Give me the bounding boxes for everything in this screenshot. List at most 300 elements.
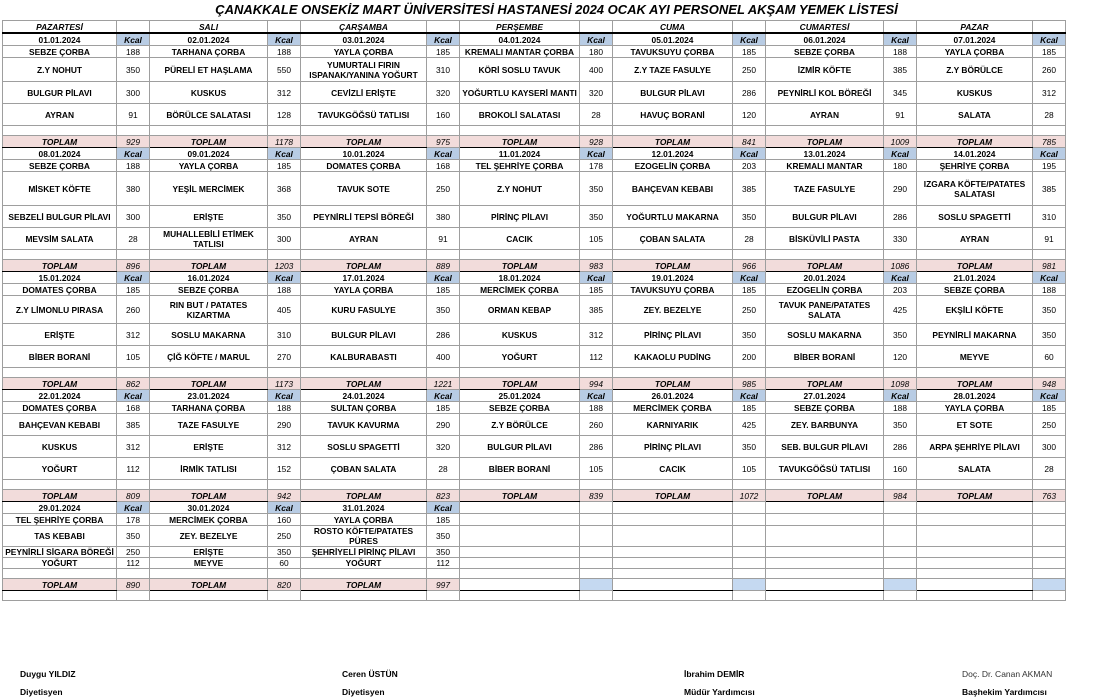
total-value: 928 [580,136,613,148]
dish-name: YOĞURT [301,558,427,569]
dish-kcal: 300 [117,82,150,104]
dish-row [3,547,1066,558]
dish-kcal: 350 [884,324,917,346]
dish-kcal: 112 [580,346,613,368]
total-value: 1009 [884,136,917,148]
kcal-header: Kcal [884,390,917,402]
dish-name: ET SOTE [917,414,1033,436]
total-value: 841 [733,136,766,148]
empty-cell [917,569,1033,579]
empty-cell [301,368,427,378]
dish-kcal [580,547,613,558]
dish-name: SULTAN ÇORBA [301,402,427,414]
dish-name: SOSLU SPAGETTİ [917,206,1033,228]
dish-kcal: 350 [884,414,917,436]
kcal-header: Kcal [117,502,150,514]
empty-cell [150,126,268,136]
dish-name: AYRAN [301,228,427,250]
empty-cell [917,591,1033,601]
day-header: SALI [150,21,268,34]
dish-row [3,414,1066,436]
dish-kcal [884,514,917,526]
dish-name: YOĞURTLU MAKARNA [613,206,733,228]
dish-name: ŞEHRİYELİ PİRİNÇ PİLAVI [301,547,427,558]
dish-name: BULGUR PİLAVI [301,324,427,346]
kcal-header: Kcal [117,148,150,160]
dish-name: YAYLA ÇORBA [301,514,427,526]
total-label: TOPLAM [766,260,884,272]
dish-name: DOMATES ÇORBA [3,284,117,296]
empty-cell [117,368,150,378]
empty-cell [117,480,150,490]
dish-kcal [733,526,766,547]
dish-kcal: 312 [117,324,150,346]
empty-cell [917,250,1033,260]
empty-cell [301,480,427,490]
dish-kcal: 425 [884,296,917,324]
signature-name-4: Doç. Dr. Canan AKMAN [962,669,1053,679]
dish-kcal: 320 [427,436,460,458]
kcal-header [884,502,917,514]
empty-cell [117,591,150,601]
dish-name: Z.Y NOHUT [3,58,117,82]
dish-name: SEBZELİ BULGUR PİLAVI [3,206,117,228]
total-value: 1221 [427,378,460,390]
empty-cell [766,250,884,260]
total-value: 763 [1033,490,1066,502]
dish-kcal: 350 [268,547,301,558]
date-cell: 04.01.2024 [460,33,580,46]
dish-name: YOĞURT [460,346,580,368]
dish-row [3,526,1066,547]
total-label: TOPLAM [150,136,268,148]
dish-kcal: 105 [733,458,766,480]
dish-kcal [580,558,613,569]
dish-kcal: 60 [268,558,301,569]
dish-name: BÖRÜLCE SALATASI [150,104,268,126]
dish-name [460,547,580,558]
dish-name [460,514,580,526]
dish-name: BİBER BORANİ [3,346,117,368]
dish-name: Z.Y NOHUT [460,172,580,206]
dish-name: ZEY. BARBUNYA [766,414,884,436]
total-label: TOPLAM [3,490,117,502]
dish-name: TAS KEBABI [3,526,117,547]
empty-cell [301,591,427,601]
dish-name: SEBZE ÇORBA [3,160,117,172]
kcal-header: Kcal [1033,33,1066,46]
empty-cell [580,480,613,490]
dish-kcal: 330 [884,228,917,250]
dish-name: PÜRELİ ET HAŞLAMA [150,58,268,82]
empty-cell [733,569,766,579]
dish-kcal: 350 [1033,324,1066,346]
dish-row [3,324,1066,346]
dish-name: BULGUR PİLAVI [613,82,733,104]
dish-name: SEBZE ÇORBA [150,284,268,296]
date-cell: 24.01.2024 [301,390,427,402]
date-cell: 05.01.2024 [613,33,733,46]
dish-kcal: 180 [884,160,917,172]
total-value: 1173 [268,378,301,390]
dish-row [3,514,1066,526]
dish-name: PİRİNÇ PİLAVI [613,436,733,458]
dish-name: PEYNİRLİ TEPSİ BÖREĞİ [301,206,427,228]
date-cell: 08.01.2024 [3,148,117,160]
dish-name: BİBER BORANİ [766,346,884,368]
date-cell: 14.01.2024 [917,148,1033,160]
day-header-spacer [268,21,301,34]
total-label: TOPLAM [150,260,268,272]
dish-name: EZOGELİN ÇORBA [613,160,733,172]
dish-name: SEBZE ÇORBA [917,284,1033,296]
empty-cell [1033,126,1066,136]
spacer-row [3,591,1066,601]
total-value: 820 [268,579,301,591]
day-header-spacer [580,21,613,34]
dish-name: SEBZE ÇORBA [460,402,580,414]
total-value: 929 [117,136,150,148]
dish-kcal: 350 [580,206,613,228]
dish-kcal [1033,558,1066,569]
empty-cell [733,368,766,378]
date-cell: 30.01.2024 [150,502,268,514]
dish-kcal: 28 [117,228,150,250]
dish-name: BROKOLİ SALATASI [460,104,580,126]
date-row [3,272,1066,284]
dish-kcal: 185 [1033,402,1066,414]
dish-kcal: 203 [733,160,766,172]
total-value: 981 [1033,260,1066,272]
date-cell: 17.01.2024 [301,272,427,284]
kcal-header: Kcal [580,272,613,284]
empty-cell [1033,368,1066,378]
dish-name: KALBURABASTI [301,346,427,368]
dish-kcal: 105 [580,228,613,250]
date-row [3,33,1066,46]
dish-name: SALATA [917,104,1033,126]
dish-row [3,558,1066,569]
dish-name [766,514,884,526]
dish-kcal: 350 [268,206,301,228]
dish-name: TAVUK SOTE [301,172,427,206]
dish-kcal: 160 [427,104,460,126]
dish-kcal: 203 [884,284,917,296]
date-cell: 27.01.2024 [766,390,884,402]
dish-kcal [1033,547,1066,558]
total-label: TOPLAM [3,136,117,148]
dish-name: AYRAN [917,228,1033,250]
dish-name: YOĞURT [3,458,117,480]
total-value: 975 [427,136,460,148]
dish-kcal: 28 [427,458,460,480]
dish-kcal: 350 [117,58,150,82]
dish-name: SEB. BULGUR PİLAVI [766,436,884,458]
dish-name: ARPA ŞEHRİYE PİLAVI [917,436,1033,458]
date-cell: 07.01.2024 [917,33,1033,46]
dish-name: BİSKÜVİLİ PASTA [766,228,884,250]
dish-name: YAYLA ÇORBA [917,402,1033,414]
empty-cell [301,126,427,136]
dish-name: KUSKUS [150,82,268,104]
dish-kcal: 312 [117,436,150,458]
dish-name: EKŞİLİ KÖFTE [917,296,1033,324]
dish-name: MEYVE [150,558,268,569]
total-label: TOPLAM [766,490,884,502]
dish-kcal: 368 [268,172,301,206]
dish-kcal: 112 [117,458,150,480]
total-label: TOPLAM [917,260,1033,272]
dish-kcal: 105 [117,346,150,368]
date-cell: 22.01.2024 [3,390,117,402]
total-label: TOPLAM [150,490,268,502]
total-label: TOPLAM [613,260,733,272]
dish-name: TAVUKGÖĞSÜ TATLISI [301,104,427,126]
dish-name: YAYLA ÇORBA [917,46,1033,58]
date-cell: 20.01.2024 [766,272,884,284]
dish-name: KREMALI MANTAR ÇORBA [460,46,580,58]
dish-kcal: 188 [268,284,301,296]
total-value: 1098 [884,378,917,390]
kcal-header: Kcal [117,33,150,46]
dish-name: DOMATES ÇORBA [3,402,117,414]
dish-kcal: 188 [117,46,150,58]
kcal-header [733,502,766,514]
dish-kcal: 160 [268,514,301,526]
dish-name: AYRAN [3,104,117,126]
kcal-header: Kcal [117,390,150,402]
dish-kcal: 385 [884,58,917,82]
dish-name [766,547,884,558]
empty-cell [301,569,427,579]
dish-name: MUHALLEBİLİ ETİMEK TATLISI [150,228,268,250]
dish-kcal: 350 [733,324,766,346]
dish-kcal: 260 [580,414,613,436]
total-label [613,579,733,591]
empty-cell [460,591,580,601]
dish-kcal: 260 [1033,58,1066,82]
dish-name: DOMATES ÇORBA [301,160,427,172]
dish-kcal: 350 [580,172,613,206]
kcal-header: Kcal [884,272,917,284]
dish-row [3,58,1066,82]
day-header-spacer [884,21,917,34]
empty-cell [427,126,460,136]
empty-cell [733,250,766,260]
date-cell: 25.01.2024 [460,390,580,402]
kcal-header: Kcal [580,33,613,46]
empty-cell [580,569,613,579]
signature-name-1: Duygu YILDIZ [20,669,76,679]
dish-kcal: 350 [733,436,766,458]
dish-kcal: 310 [268,324,301,346]
dish-name: PİRİNÇ PİLAVI [613,324,733,346]
day-header-spacer [117,21,150,34]
empty-cell [884,126,917,136]
kcal-header: Kcal [268,502,301,514]
empty-cell [1033,591,1066,601]
dish-name: ERİŞTE [150,436,268,458]
date-row [3,148,1066,160]
dish-row [3,82,1066,104]
total-label: TOPLAM [3,579,117,591]
total-label: TOPLAM [766,378,884,390]
dish-name: EZOGELİN ÇORBA [766,284,884,296]
dish-kcal [884,547,917,558]
dish-name: TARHANA ÇORBA [150,46,268,58]
dish-kcal: 188 [884,46,917,58]
dish-kcal: 188 [884,402,917,414]
dish-kcal: 185 [1033,46,1066,58]
dish-kcal: 385 [733,172,766,206]
empty-cell [460,126,580,136]
empty-cell [1033,250,1066,260]
kcal-header: Kcal [268,390,301,402]
dish-name [613,547,733,558]
dish-name: KÖRİ SOSLU TAVUK [460,58,580,82]
empty-cell [917,126,1033,136]
empty-cell [3,126,117,136]
empty-cell [150,569,268,579]
dish-kcal: 350 [427,296,460,324]
empty-cell [580,591,613,601]
dish-kcal: 91 [427,228,460,250]
dish-name: YEŞİL MERCİMEK [150,172,268,206]
dish-name: MEYVE [917,346,1033,368]
dish-kcal: 260 [117,296,150,324]
dish-name [613,514,733,526]
dish-kcal: 405 [268,296,301,324]
dish-kcal: 385 [117,414,150,436]
dish-kcal: 180 [580,46,613,58]
date-cell: 26.01.2024 [613,390,733,402]
empty-cell [301,250,427,260]
date-cell: 19.01.2024 [613,272,733,284]
total-label: TOPLAM [301,260,427,272]
spacer-row [3,480,1066,490]
dish-name: BULGUR PİLAVI [460,436,580,458]
dish-name: PEYNİRLİ MAKARNA [917,324,1033,346]
empty-cell [427,480,460,490]
total-label: TOPLAM [460,378,580,390]
empty-cell [766,591,884,601]
kcal-header: Kcal [117,272,150,284]
dish-kcal: 286 [427,324,460,346]
dish-kcal: 28 [1033,104,1066,126]
spacer-row [3,368,1066,378]
dish-kcal: 400 [580,58,613,82]
dish-kcal: 286 [733,82,766,104]
total-row [3,490,1066,502]
dish-name: MERCİMEK ÇORBA [613,402,733,414]
dish-name: TAVUKGÖĞSÜ TATLISI [766,458,884,480]
empty-cell [268,368,301,378]
dish-name: Z.Y BÖRÜLCE [460,414,580,436]
dish-name: ROSTO KÖFTE/PATATES PÜRES [301,526,427,547]
signature-name-3: İbrahim DEMİR [684,669,745,679]
total-label: TOPLAM [613,136,733,148]
dish-name [917,514,1033,526]
dish-name: KAKAOLU PUDİNG [613,346,733,368]
dish-name: ZEY. BEZELYE [150,526,268,547]
empty-cell [766,480,884,490]
total-value: 942 [268,490,301,502]
dish-kcal: 188 [117,160,150,172]
total-label: TOPLAM [460,260,580,272]
date-cell: 11.01.2024 [460,148,580,160]
dish-kcal: 185 [117,284,150,296]
kcal-header [580,502,613,514]
dish-name: AYRAN [766,104,884,126]
dish-name: ŞEHRİYE ÇORBA [917,160,1033,172]
dish-name: BULGUR PİLAVI [3,82,117,104]
kcal-header: Kcal [1033,148,1066,160]
dish-name: YAYLA ÇORBA [150,160,268,172]
empty-cell [1033,569,1066,579]
dish-kcal: 112 [117,558,150,569]
dish-kcal: 250 [117,547,150,558]
dish-name: PİRİNÇ PİLAVI [460,206,580,228]
empty-cell [268,480,301,490]
empty-cell [427,569,460,579]
dish-name: TAVUK PANE/PATATES SALATA [766,296,884,324]
empty-cell [613,368,733,378]
date-cell: 29.01.2024 [3,502,117,514]
dish-name: HAVUÇ BORANİ [613,104,733,126]
dish-name [613,526,733,547]
kcal-header: Kcal [733,272,766,284]
empty-cell [884,569,917,579]
kcal-header: Kcal [733,33,766,46]
dish-name: TARHANA ÇORBA [150,402,268,414]
dish-kcal: 300 [1033,436,1066,458]
day-header: ÇARŞAMBA [301,21,427,34]
total-value [1033,579,1066,591]
empty-cell [460,569,580,579]
dish-kcal: 91 [117,104,150,126]
day-header-spacer [733,21,766,34]
dish-name: TEL ŞEHRİYE ÇORBA [460,160,580,172]
dish-kcal: 91 [884,104,917,126]
kcal-header: Kcal [427,502,460,514]
total-value: 896 [117,260,150,272]
dish-name: SEBZE ÇORBA [3,46,117,58]
total-label: TOPLAM [150,378,268,390]
dish-kcal: 350 [427,547,460,558]
kcal-header: Kcal [733,148,766,160]
dish-name: TAVUKSUYU ÇORBA [613,284,733,296]
dish-name: IZGARA KÖFTE/PATATES SALATASI [917,172,1033,206]
empty-cell [460,250,580,260]
dish-name: SOSLU MAKARNA [766,324,884,346]
dish-row [3,296,1066,324]
empty-cell [884,368,917,378]
dish-kcal: 350 [1033,296,1066,324]
total-value: 1178 [268,136,301,148]
empty-cell [766,569,884,579]
dish-kcal: 385 [1033,172,1066,206]
dish-kcal [733,514,766,526]
dish-name: İRMİK TATLISI [150,458,268,480]
dish-kcal: 300 [117,206,150,228]
dish-name: RIN BUT / PATATES KIZARTMA [150,296,268,324]
dish-kcal: 91 [1033,228,1066,250]
dish-kcal: 250 [1033,414,1066,436]
empty-cell [884,250,917,260]
signature-role-1: Diyetisyen [20,687,63,697]
dish-kcal: 185 [733,46,766,58]
dish-name: BAHÇEVAN KEBABI [3,414,117,436]
